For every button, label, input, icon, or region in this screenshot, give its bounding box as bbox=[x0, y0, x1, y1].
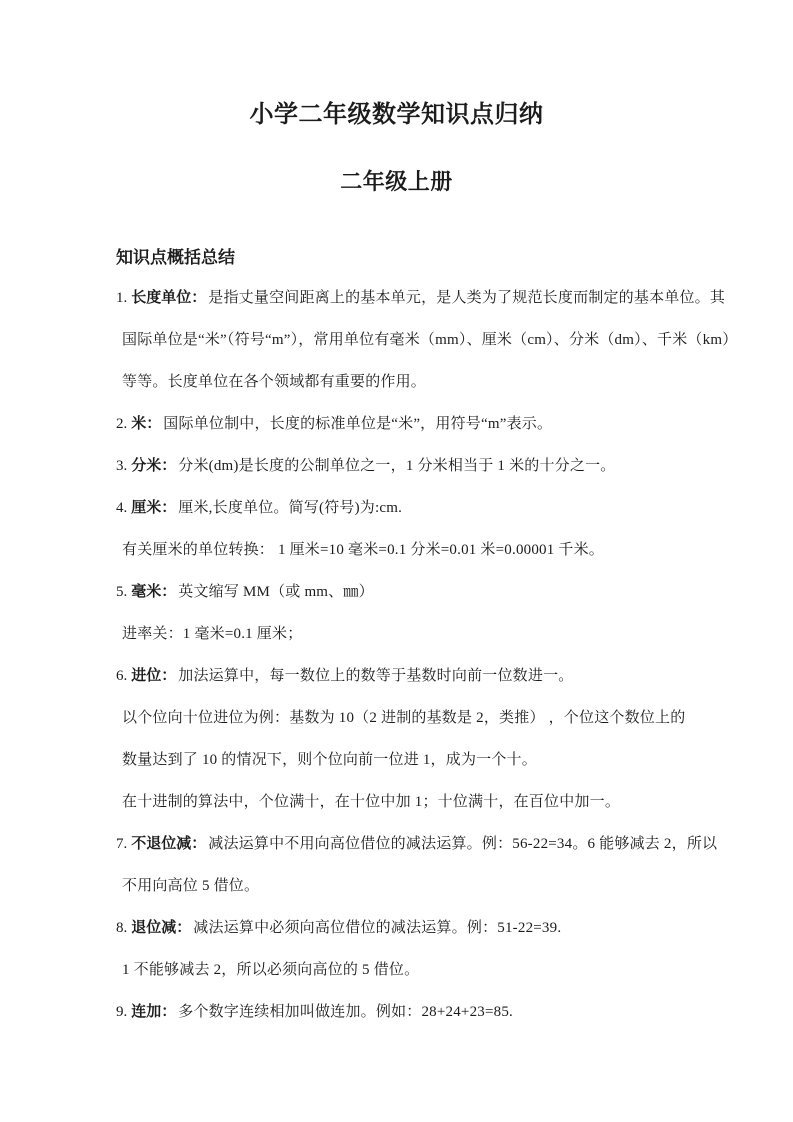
line-term: 进位： bbox=[131, 665, 177, 684]
line-text: 国际单位是“米”（符号“m”），常用单位有毫米（mm）、厘米（cm）、分米（dm）、千米（km） bbox=[122, 331, 738, 348]
line-term: 不退位减： bbox=[131, 833, 207, 852]
line-text: 厘米,长度单位。简写(符号)为:cm. bbox=[178, 499, 403, 516]
line-text: 数量达到了 10 的情况下，则个位向前一位进 1，成为一个十。 bbox=[122, 751, 537, 768]
line-text: 不用向高位 5 借位。 bbox=[122, 877, 260, 894]
line-term: 分米： bbox=[131, 455, 177, 474]
line-term: 米： bbox=[131, 413, 162, 432]
line-text: 减法运算中不用向高位借位的减法运算。例：56-22=34。6 能够减去 2，所以 bbox=[208, 835, 718, 852]
text-line bbox=[116, 780, 693, 822]
line-text: 以个位向十位进位为例：基数为 10（2 进制的基数是 2，类推） ，个位这个数位上的 bbox=[122, 709, 686, 726]
line-text: 是指丈量空间距离上的基本单元，是人类为了规范长度而制定的基本单位。其 bbox=[208, 289, 726, 306]
text-line bbox=[116, 444, 693, 486]
line-number: 6. bbox=[116, 667, 128, 684]
text-line bbox=[116, 906, 693, 948]
document-subtitle: 二年级上册 bbox=[340, 170, 453, 195]
line-number: 2. bbox=[116, 415, 128, 432]
line-text: 英文缩写 MM（或 mm、㎜） bbox=[178, 583, 374, 600]
line-text: 多个数字连续相加叫做连加。例如：28+24+23=85. bbox=[178, 1003, 513, 1020]
line-term: 毫米： bbox=[131, 581, 177, 600]
text-line bbox=[116, 654, 693, 696]
text-line bbox=[116, 486, 693, 528]
text-line bbox=[116, 276, 726, 318]
line-text: 进率关：1 毫米=0.1 厘米； bbox=[122, 625, 303, 642]
text-line bbox=[116, 570, 693, 612]
line-text: 分米(dm)是长度的公制单位之一，1 分米相当于 1 米的十分之一。 bbox=[178, 457, 616, 474]
text-lines bbox=[116, 276, 738, 1032]
section-heading: 知识点概括总结 bbox=[116, 247, 235, 268]
text-line bbox=[116, 822, 718, 864]
line-text: 国际单位制中，长度的标准单位是“米”，用符号“m”表示。 bbox=[163, 415, 553, 432]
line-text: 减法运算中必须向高位借位的减法运算。例：51-22=39. bbox=[193, 919, 562, 936]
line-term: 厘米： bbox=[131, 497, 177, 516]
line-term: 连加： bbox=[131, 1001, 177, 1020]
line-term: 长度单位： bbox=[131, 287, 207, 306]
text-line bbox=[116, 990, 693, 1032]
text-line bbox=[116, 864, 693, 906]
text-line bbox=[116, 360, 693, 402]
text-line bbox=[116, 318, 738, 360]
line-text: 有关厘米的单位转换： 1 厘米=10 毫米=0.1 分米=0.01 米=0.00001 千米。 bbox=[122, 541, 604, 558]
text-line bbox=[116, 528, 693, 570]
text-line bbox=[116, 948, 693, 990]
line-term: 退位减： bbox=[131, 917, 192, 936]
line-number: 3. bbox=[116, 457, 128, 474]
line-text: 加法运算中，每一数位上的数等于基数时向前一位数进一。 bbox=[178, 667, 574, 684]
document-body bbox=[116, 247, 738, 1032]
text-line bbox=[116, 612, 693, 654]
text-line bbox=[116, 738, 693, 780]
line-text: 等等。长度单位在各个领域都有重要的作用。 bbox=[122, 373, 427, 390]
line-number: 9. bbox=[116, 1003, 128, 1020]
line-number: 5. bbox=[116, 583, 128, 600]
text-line bbox=[116, 696, 693, 738]
line-number: 8. bbox=[116, 919, 128, 936]
line-text: 1 不能够减去 2，所以必须向高位的 5 借位。 bbox=[122, 961, 420, 978]
line-number: 1. bbox=[116, 289, 128, 306]
document-title: 小学二年级数学知识点归纳 bbox=[249, 100, 544, 128]
line-number: 4. bbox=[116, 499, 128, 516]
text-line bbox=[116, 402, 693, 444]
line-text: 在十进制的算法中，个位满十，在十位中加 1；十位满十，在百位中加一。 bbox=[122, 793, 621, 810]
line-number: 7. bbox=[116, 835, 128, 852]
